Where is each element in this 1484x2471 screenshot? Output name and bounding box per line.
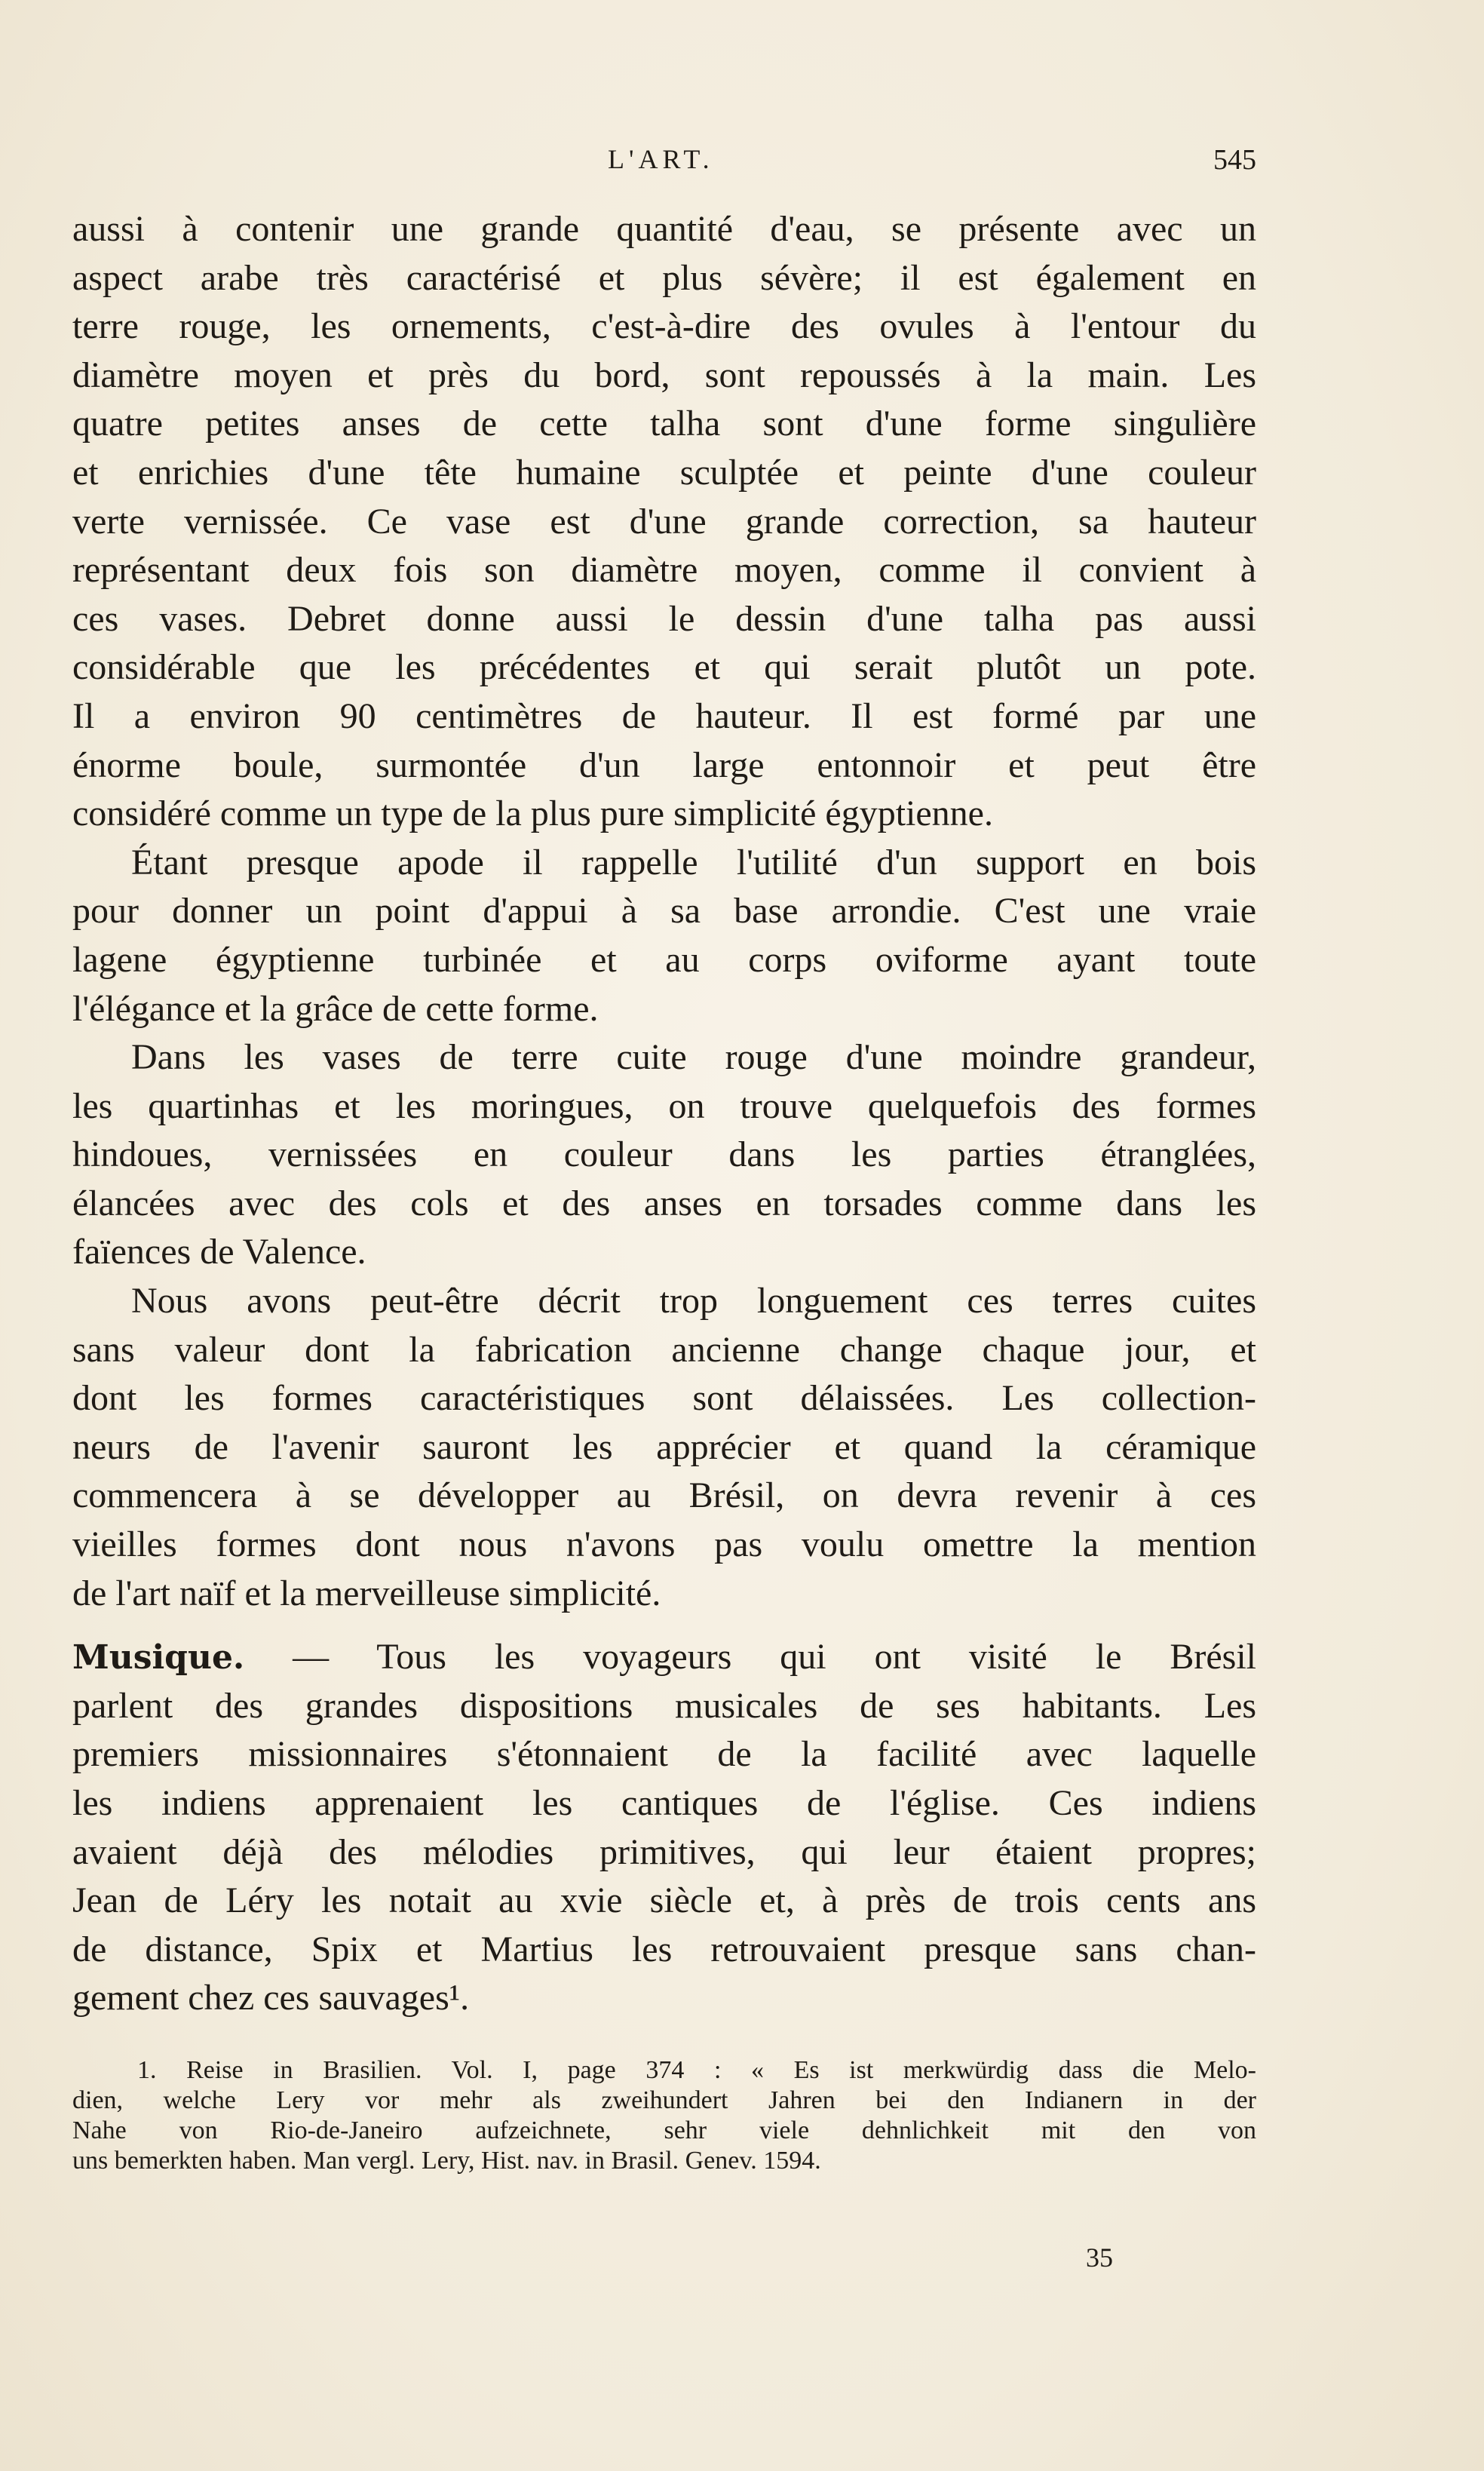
footnotes bbox=[72, 2055, 1256, 2176]
text-line: lagene égyptienne turbinée et au corps oviforme ayant toute bbox=[72, 939, 1256, 980]
text-line: aspect arabe très caractérisé et plus sévère; il est également en bbox=[72, 257, 1256, 298]
text-line: Dans les vases de terre cuite rouge d'une moindre grandeur, bbox=[131, 1037, 1256, 1078]
text-line: avaient déjà des mélodies primitives, qui leur étaient propres; bbox=[72, 1831, 1256, 1872]
text-line: élancées avec des cols et des anses en torsades comme dans les bbox=[72, 1183, 1256, 1223]
musique-heading-line bbox=[72, 1633, 1256, 1682]
text-line: et enrichies d'une tête humaine sculptée et peinte d'une couleur bbox=[72, 452, 1256, 493]
page-header bbox=[72, 143, 1256, 181]
text-line: commencera à se développer au Brésil, on devra revenir à ces bbox=[72, 1475, 1256, 1516]
footnote-line: Nahe von Rio-de-Janeiro aufzeichnete, sehr viele dehnlichkeit mit den von bbox=[72, 2116, 1256, 2144]
text-line: diamètre moyen et près du bord, sont repoussés à la main. Les bbox=[72, 355, 1256, 395]
running-head: L'ART. bbox=[608, 144, 714, 174]
text-line: parlent des grandes dispositions musicales de ses habitants. Les bbox=[72, 1685, 1256, 1726]
text-line: dont les formes caractéristiques sont délaissées. Les collection- bbox=[72, 1378, 1256, 1419]
text-line: faïences de Valence. bbox=[72, 1232, 366, 1272]
text-line: Étant presque apode il rappelle l'utilité d'un support en bois bbox=[131, 842, 1256, 882]
text-line: de l'art naïf et la merveilleuse simplicité. bbox=[72, 1573, 661, 1613]
text-line: l'élégance et la grâce de cette forme. bbox=[72, 988, 599, 1029]
text-line: les quartinhas et les moringues, on trouve quelquefois des formes bbox=[72, 1085, 1256, 1126]
body-text bbox=[72, 205, 1256, 2023]
text-line: vieilles formes dont nous n'avons pas voulu omettre la mention bbox=[72, 1524, 1256, 1565]
text-line: représentant deux fois son diamètre moyen, comme il convient à bbox=[72, 550, 1256, 591]
text-line: Jean de Léry les notait au xvie siècle et, à près de trois cents ans bbox=[72, 1880, 1256, 1921]
text-line: Nous avons peut-être décrit trop longuement ces terres cuites bbox=[131, 1281, 1256, 1321]
footnote-line: 1. Reise in Brasilien. Vol. I, page 374 : « Es ist merkwürdig dass die Melo- bbox=[137, 2056, 1256, 2084]
section-title-musique: Musique. bbox=[72, 1638, 245, 1678]
text-line: premiers missionnaires s'étonnaient de la facilité avec laquelle bbox=[72, 1734, 1256, 1775]
text-line: les indiens apprenaient les cantiques de l'église. Ces indiens bbox=[72, 1783, 1256, 1823]
text-line: aussi à contenir une grande quantité d'eau, se présente avec un bbox=[72, 209, 1256, 249]
text-line: gement chez ces sauvages¹. bbox=[72, 1978, 470, 2018]
text-line: énorme boule, surmontée d'un large entonnoir et peut être bbox=[72, 744, 1256, 785]
text-line: Il a environ 90 centimètres de hauteur. Il est formé par une bbox=[72, 695, 1256, 736]
text-line: considéré comme un type de la plus pure simplicité égyptienne. bbox=[72, 793, 993, 834]
text-line: verte vernissée. Ce vase est d'une grande correction, sa hauteur bbox=[72, 501, 1256, 542]
text-line: sans valeur dont la fabrication ancienne change chaque jour, et bbox=[72, 1329, 1256, 1370]
text-line: pour donner un point d'appui à sa base arrondie. C'est une vraie bbox=[72, 891, 1256, 932]
text-line: considérable que les précédentes et qui serait plutôt un pote. bbox=[72, 647, 1256, 688]
signature-mark: 35 bbox=[1086, 2242, 1113, 2273]
text-line: neurs de l'avenir sauront les apprécier et quand la céramique bbox=[72, 1426, 1256, 1467]
musique-first-line-text: — Tous les voyageurs qui ont visité le Brésil bbox=[244, 1637, 1256, 1678]
text-line: de distance, Spix et Martius les retrouvaient presque sans chan- bbox=[72, 1929, 1256, 1969]
text-line: quatre petites anses de cette talha sont d'une forme singulière bbox=[72, 404, 1256, 444]
paragraph-gap bbox=[72, 1618, 1256, 1633]
text-line: hindoues, vernissées en couleur dans les parties étranglées, bbox=[72, 1134, 1256, 1175]
text-line: terre rouge, les ornements, c'est-à-dire des ovules à l'entour du bbox=[72, 306, 1256, 347]
page-number: 545 bbox=[1213, 144, 1256, 176]
footnote-line: dien, welche Lery vor mehr als zweihundert Jahren bei den Indianern in der bbox=[72, 2086, 1256, 2114]
text-line: ces vases. Debret donne aussi le dessin d'une talha pas aussi bbox=[72, 598, 1256, 639]
footnote-line: uns bemerkten haben. Man vergl. Lery, Hist. nav. in Brasil. Genev. 1594. bbox=[72, 2147, 821, 2175]
